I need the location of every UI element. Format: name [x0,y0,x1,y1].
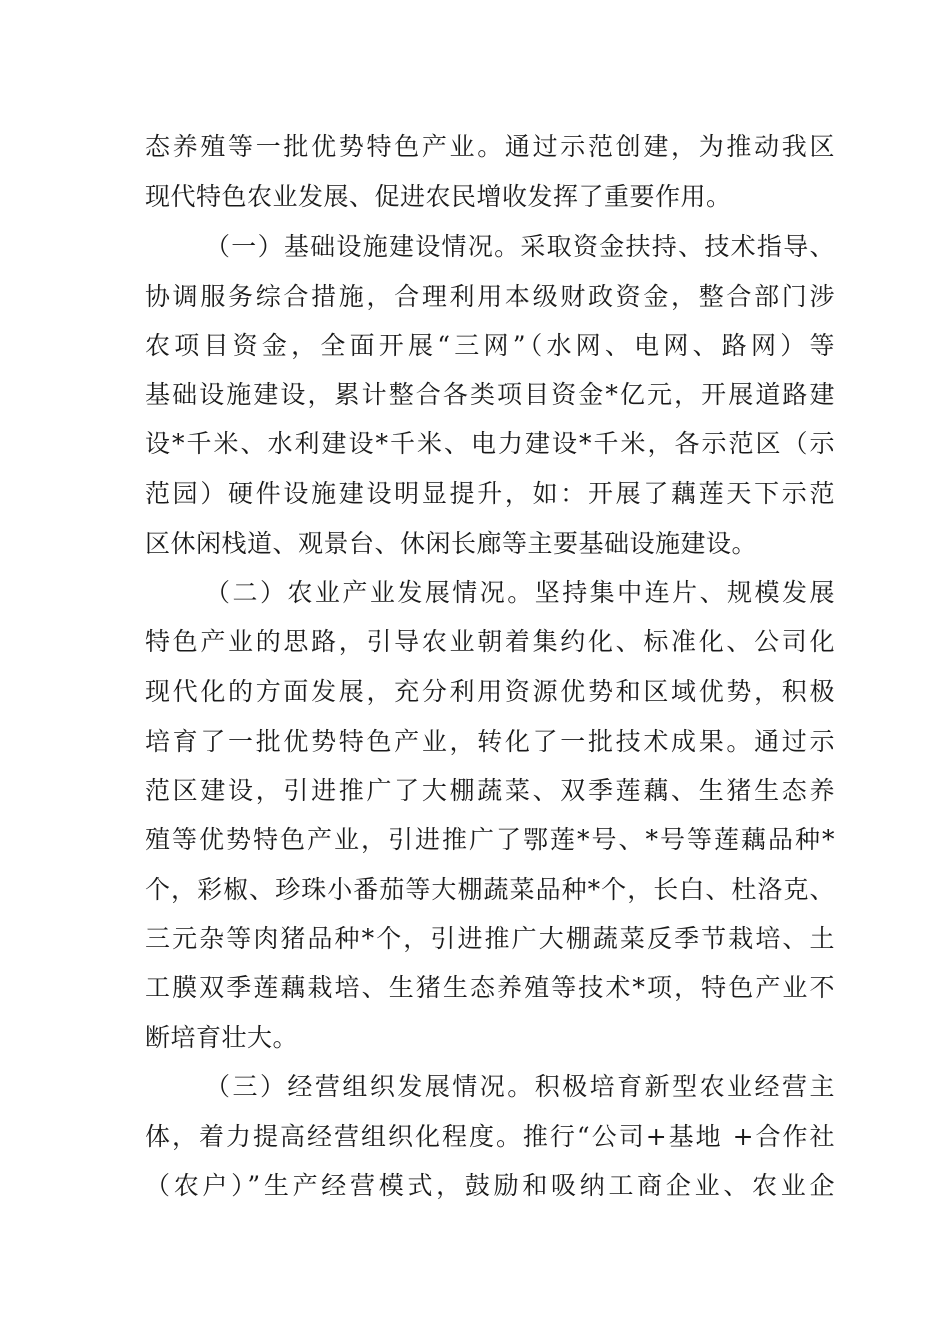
text-line: 体，着力提高经营组织化程度。推行“公司+基地 +合作社 [145,1122,835,1151]
paragraph-heading-line: （一）基础设施建设情况。采取资金扶持、技术指导、 [205,232,835,261]
text-line: 特色产业的思路，引导农业朝着集约化、标准化、公司化 [145,627,835,656]
text-line: 现代特色农业发展、促进农民增收发挥了重要作用。 [145,182,732,211]
text-line: 范园）硬件设施建设明显提升，如：开展了藕莲天下示范 [145,479,835,508]
text-line: （农户）”生产经营模式，鼓励和吸纳工商企业、农业企 [145,1171,835,1200]
text-line: 协调服务综合措施，合理利用本级财政资金，整合部门涉 [145,282,835,311]
text-line: 三元杂等肉猪品种*个，引进推广大棚蔬菜反季节栽培、土 [145,924,835,953]
text-line: 工膜双季莲藕栽培、生猪生态养殖等技术*项，特色产业不 [145,973,835,1002]
text-line: 基础设施建设，累计整合各类项目资金*亿元，开展道路建 [145,380,835,409]
text-line: 范区建设，引进推广了大棚蔬菜、双季莲藕、生猪生态养 [145,776,835,805]
paragraph-heading-line: （三）经营组织发展情况。积极培育新型农业经营主 [205,1072,835,1101]
paragraph-heading-line: （二）农业产业发展情况。坚持集中连片、规模发展 [205,578,835,607]
text-line: 态养殖等一批优势特色产业。通过示范创建，为推动我区 [145,132,835,161]
text-line: 殖等优势特色产业，引进推广了鄂莲*号、*号等莲藕品种* [145,825,835,854]
text-line: 农项目资金，全面开展“三网”（水网、电网、路网）等 [145,331,835,360]
text-line: 设*千米、水利建设*千米、电力建设*千米，各示范区（示 [145,429,835,458]
text-line: 培育了一批优势特色产业，转化了一批技术成果。通过示 [145,727,835,756]
text-line: 现代化的方面发展，充分利用资源优势和区域优势，积极 [145,677,835,706]
text-line: 区休闲栈道、观景台、休闲长廊等主要基础设施建设。 [145,529,758,558]
text-line: 个，彩椒、珍珠小番茄等大棚蔬菜品种*个，长白、杜洛克、 [145,875,835,904]
text-line: 断培育壮大。 [145,1023,299,1052]
